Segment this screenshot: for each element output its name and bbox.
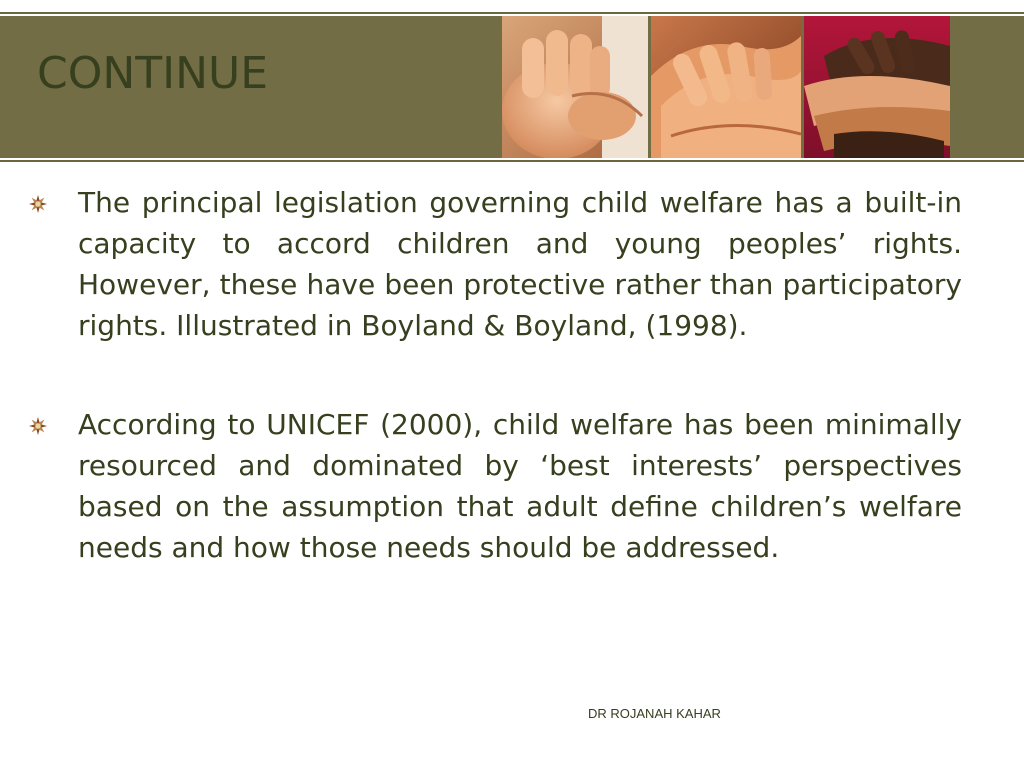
photo-hands-cupped <box>651 16 801 158</box>
header-band <box>0 0 1024 174</box>
header-bottom-rule <box>0 160 1024 162</box>
star-bullet-icon <box>28 416 48 436</box>
photo-hands-stacked <box>804 16 950 158</box>
bullet-text: According to UNICEF (2000), child welfare has been minimally resourced and dominated by ‘best interests’ perspectives based on the assumption that adult define children’s welfare needs and how those needs should be addressed. <box>78 408 962 564</box>
slide-title: CONTINUE <box>37 48 269 99</box>
header-top-rule <box>0 12 1024 14</box>
photo-hands-grasp <box>502 16 648 158</box>
bullet-text: The principal legislation governing child welfare has a built-in capacity to accord children and young peoples’ rights. However, these have been protective rather than participatory rights. Illustrated in Boyland & Boyland, (1998). <box>78 186 962 342</box>
footer-author: DR ROJANAH KAHAR <box>588 706 721 721</box>
star-bullet-icon <box>28 194 48 214</box>
